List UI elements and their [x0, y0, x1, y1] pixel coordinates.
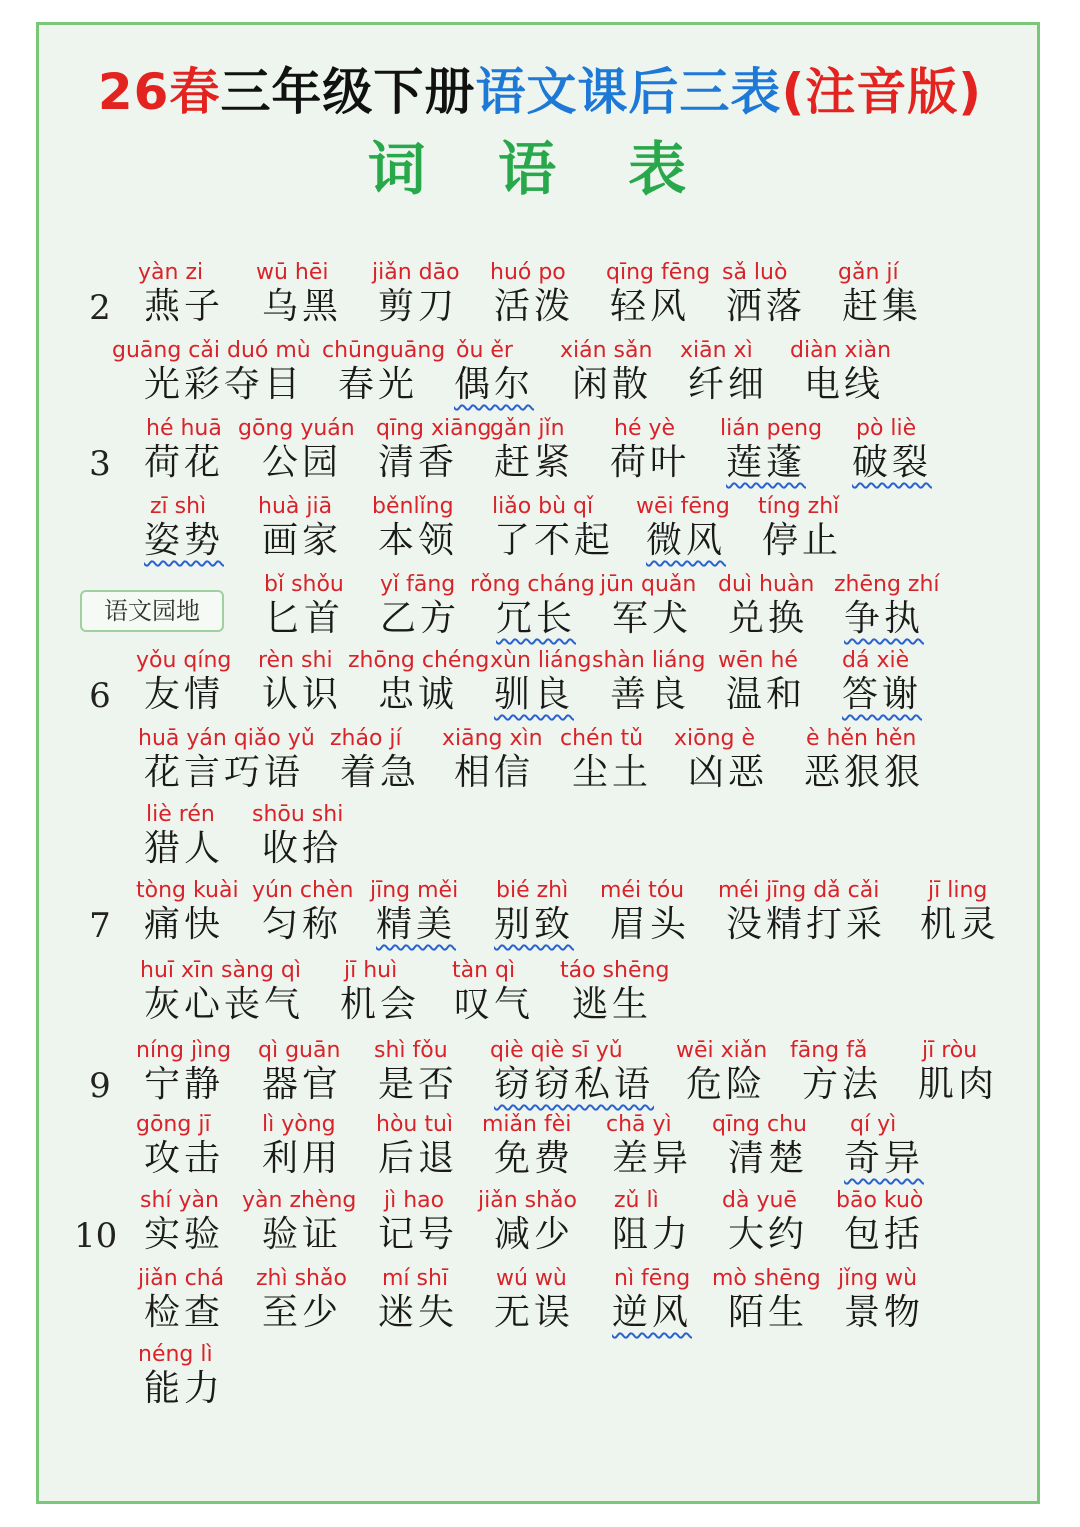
pinyin: jūn quǎn	[600, 572, 697, 597]
pinyin: dà yuē	[722, 1188, 797, 1213]
hanzi-word: 花言巧语	[144, 752, 305, 793]
pinyin: zháo jí	[330, 726, 402, 751]
pinyin: jiǎn shǎo	[478, 1188, 577, 1213]
pinyin: hòu tuì	[376, 1112, 454, 1137]
hanzi-word: 军犬	[612, 598, 693, 639]
hanzi-word: 剪刀	[378, 286, 459, 327]
word-row	[0, 258, 1080, 328]
pinyin: hé huā	[146, 416, 222, 441]
hanzi-word: 陌生	[728, 1292, 809, 1333]
word-row	[0, 956, 1080, 1026]
page-title	[0, 52, 1080, 124]
pinyin: xián sǎn	[560, 338, 653, 363]
word-row	[0, 646, 1080, 716]
pinyin: tíng zhǐ	[758, 494, 840, 519]
hanzi-word: 记号	[378, 1214, 459, 1255]
pinyin: diàn xiàn	[790, 338, 892, 363]
pinyin: dá xiè	[842, 648, 910, 673]
word-row	[0, 336, 1080, 406]
hanzi-word: 减少	[494, 1214, 575, 1255]
word-row	[0, 1036, 1080, 1106]
hanzi-word: 相信	[454, 752, 535, 793]
hanzi-word: 姿势	[144, 520, 225, 561]
pinyin: duì huàn	[718, 572, 815, 597]
hanzi-word: 清楚	[728, 1138, 809, 1179]
hanzi-word: 方法	[802, 1064, 883, 1105]
hanzi-word: 着急	[340, 752, 421, 793]
pinyin: yǐ fāng	[380, 572, 456, 597]
hanzi-word: 纤细	[688, 364, 769, 405]
pinyin: jì hao	[384, 1188, 445, 1213]
hanzi-word: 春光	[338, 364, 419, 405]
pinyin: zī shì	[150, 494, 207, 519]
hanzi-word: 收拾	[262, 828, 343, 869]
word-row	[0, 800, 1080, 870]
hanzi-word: 差异	[612, 1138, 693, 1179]
hanzi-word: 实验	[144, 1214, 225, 1255]
hanzi-word: 检查	[144, 1292, 225, 1333]
hanzi-word: 免费	[494, 1138, 575, 1179]
hanzi-word: 闲散	[572, 364, 653, 405]
lesson-number: 6	[89, 676, 111, 716]
hanzi-word: 认识	[262, 674, 343, 715]
pinyin: níng jìng	[136, 1038, 232, 1063]
hanzi-word: 无误	[494, 1292, 575, 1333]
hanzi-word: 利用	[262, 1138, 343, 1179]
hanzi-word: 机会	[340, 984, 421, 1025]
pinyin: chūnguāng	[322, 338, 446, 363]
hanzi-word: 至少	[262, 1292, 343, 1333]
pinyin: méi tóu	[600, 878, 685, 903]
pinyin: shí yàn	[140, 1188, 219, 1213]
hanzi-word: 偶尔	[454, 364, 535, 405]
hanzi-word: 包括	[844, 1214, 925, 1255]
hanzi-word: 赶紧	[494, 442, 575, 483]
title-part-1: 26春	[97, 63, 221, 121]
pinyin: jī ròu	[922, 1038, 978, 1063]
pinyin: qì guān	[258, 1038, 341, 1063]
hanzi-word: 画家	[262, 520, 343, 561]
word-row	[0, 1186, 1080, 1256]
pinyin: fāng fǎ	[790, 1038, 868, 1063]
hanzi-word: 凶恶	[688, 752, 769, 793]
pinyin: guāng cǎi duó mù	[112, 338, 311, 363]
hanzi-word: 燕子	[144, 286, 225, 327]
pinyin: qiè qiè sī yǔ	[490, 1038, 623, 1063]
hanzi-word: 友情	[144, 674, 225, 715]
hanzi-word: 争执	[844, 598, 925, 639]
hanzi-word: 电线	[804, 364, 885, 405]
hanzi-word: 恶狠狠	[804, 752, 925, 793]
hanzi-word: 赶集	[842, 286, 923, 327]
hanzi-word: 奇异	[844, 1138, 925, 1179]
hanzi-word: 验证	[262, 1214, 343, 1255]
hanzi-word: 活泼	[494, 286, 575, 327]
hanzi-word: 温和	[726, 674, 807, 715]
hanzi-word: 了不起	[494, 520, 615, 561]
pinyin: lì yòng	[262, 1112, 336, 1137]
pinyin: rǒng cháng	[470, 572, 595, 597]
hanzi-word: 器官	[262, 1064, 343, 1105]
pinyin: miǎn fèi	[482, 1112, 572, 1137]
hanzi-word: 没精打采	[726, 904, 887, 945]
pinyin: è hěn hěn	[806, 726, 917, 751]
page-subtitle: 词 语 表	[367, 135, 713, 203]
hanzi-word: 答谢	[842, 674, 923, 715]
pinyin: mò shēng	[712, 1266, 821, 1291]
hanzi-word: 微风	[646, 520, 727, 561]
pinyin: tòng kuài	[136, 878, 239, 903]
pinyin: pò liè	[856, 416, 917, 441]
pinyin: yǒu qíng	[136, 648, 232, 673]
hanzi-word: 灰心丧气	[144, 984, 305, 1025]
lesson-number: 10	[74, 1216, 118, 1256]
pinyin: huà jiā	[258, 494, 333, 519]
pinyin: bǐ shǒu	[264, 572, 344, 597]
pinyin: jiǎn dāo	[372, 260, 460, 285]
hanzi-word: 逃生	[572, 984, 653, 1025]
pinyin: gōng yuán	[238, 416, 355, 441]
title-part-2: 三年级下册	[220, 63, 476, 121]
pinyin: huó po	[490, 260, 566, 285]
word-row	[0, 724, 1080, 794]
hanzi-word: 能力	[144, 1368, 225, 1409]
word-row	[0, 876, 1080, 946]
hanzi-word: 窃窃私语	[494, 1064, 655, 1105]
pinyin: huā yán qiǎo yǔ	[138, 726, 315, 751]
hanzi-word: 破裂	[852, 442, 933, 483]
pinyin: qīng fēng	[606, 260, 711, 285]
pinyin: mí shī	[382, 1266, 449, 1291]
pinyin: lián peng	[720, 416, 823, 441]
pinyin: xiōng è	[674, 726, 756, 751]
pinyin: tàn qì	[452, 958, 516, 983]
pinyin: bié zhì	[496, 878, 569, 903]
pinyin: zhì shǎo	[256, 1266, 347, 1291]
pinyin: zhōng chéng	[348, 648, 490, 673]
hanzi-word: 猎人	[144, 828, 225, 869]
hanzi-word: 荷叶	[610, 442, 691, 483]
hanzi-word: 景物	[844, 1292, 925, 1333]
hanzi-word: 洒落	[726, 286, 807, 327]
hanzi-word: 乌黑	[262, 286, 343, 327]
lesson-number: 7	[89, 906, 111, 946]
hanzi-word: 精美	[376, 904, 457, 945]
pinyin: táo shēng	[560, 958, 670, 983]
pinyin: chā yì	[606, 1112, 672, 1137]
hanzi-word: 莲蓬	[726, 442, 807, 483]
pinyin: shàn liáng	[592, 648, 706, 673]
word-row	[0, 492, 1080, 562]
hanzi-word: 公园	[262, 442, 343, 483]
lesson-number: 3	[89, 444, 111, 484]
pinyin: liǎo bù qǐ	[492, 494, 594, 519]
hanzi-word: 机灵	[920, 904, 1001, 945]
pinyin: wū hēi	[256, 260, 329, 285]
pinyin: ǒu ěr	[456, 338, 513, 363]
word-row	[0, 1340, 1080, 1410]
hanzi-word: 逆风	[612, 1292, 693, 1333]
pinyin: jī ling	[928, 878, 988, 903]
word-row	[0, 414, 1080, 484]
pinyin: zhēng zhí	[834, 572, 940, 597]
pinyin: shōu shi	[252, 802, 344, 827]
hanzi-word: 眉头	[610, 904, 691, 945]
word-row	[0, 570, 1080, 640]
pinyin: bāo kuò	[836, 1188, 924, 1213]
pinyin: liè rén	[146, 802, 215, 827]
hanzi-word: 痛快	[144, 904, 225, 945]
pinyin: xùn liáng	[490, 648, 592, 673]
hanzi-word: 荷花	[144, 442, 225, 483]
hanzi-word: 大约	[728, 1214, 809, 1255]
pinyin: yàn zhèng	[242, 1188, 357, 1213]
pinyin: gōng jī	[136, 1112, 211, 1137]
pinyin: jīng měi	[370, 878, 459, 903]
pinyin: nì fēng	[614, 1266, 691, 1291]
hanzi-word: 驯良	[494, 674, 575, 715]
pinyin: sǎ luò	[722, 260, 788, 285]
pinyin: běnlǐng	[372, 494, 454, 519]
hanzi-word: 停止	[762, 520, 843, 561]
pinyin: yún chèn	[252, 878, 354, 903]
hanzi-word: 别致	[494, 904, 575, 945]
pinyin: gǎn jí	[838, 260, 899, 285]
pinyin: xiāng xìn	[442, 726, 543, 751]
hanzi-word: 迷失	[378, 1292, 459, 1333]
lesson-number: 9	[89, 1066, 111, 1106]
hanzi-word: 阻力	[612, 1214, 693, 1255]
hanzi-word: 冗长	[496, 598, 577, 639]
pinyin: wēi fēng	[636, 494, 730, 519]
hanzi-word: 肌肉	[918, 1064, 999, 1105]
pinyin: wēi xiǎn	[676, 1038, 768, 1063]
hanzi-word: 善良	[610, 674, 691, 715]
pinyin: qí yì	[850, 1112, 897, 1137]
lesson-number: 2	[89, 288, 111, 328]
word-row	[0, 1264, 1080, 1334]
word-row	[0, 1110, 1080, 1180]
pinyin: chén tǔ	[560, 726, 644, 751]
pinyin: jī huì	[344, 958, 398, 983]
pinyin: zǔ lì	[614, 1188, 659, 1213]
title-part-4: (注音版)	[781, 63, 983, 121]
hanzi-word: 尘土	[572, 752, 653, 793]
pinyin: néng lì	[138, 1342, 213, 1367]
hanzi-word: 匀称	[262, 904, 343, 945]
pinyin: shì fǒu	[374, 1038, 448, 1063]
pinyin: gǎn jǐn	[490, 416, 565, 441]
pinyin: qīng chu	[712, 1112, 807, 1137]
hanzi-word: 本领	[378, 520, 459, 561]
hanzi-word: 轻风	[610, 286, 691, 327]
hanzi-word: 匕首	[264, 598, 345, 639]
hanzi-word: 叹气	[454, 984, 535, 1025]
title-part-3: 语文课后三表	[475, 63, 782, 121]
hanzi-word: 兑换	[728, 598, 809, 639]
pinyin: qīng xiāng	[376, 416, 492, 441]
section-badge: 语文园地	[80, 590, 224, 632]
hanzi-word: 是否	[378, 1064, 459, 1105]
pinyin: jǐng wù	[838, 1266, 918, 1291]
hanzi-word: 后退	[378, 1138, 459, 1179]
pinyin: huī xīn sàng qì	[140, 958, 301, 983]
pinyin: rèn shi	[258, 648, 333, 673]
pinyin: yàn zi	[138, 260, 204, 285]
pinyin: méi jīng dǎ cǎi	[718, 878, 880, 903]
hanzi-word: 宁静	[144, 1064, 225, 1105]
pinyin: wú wù	[496, 1266, 567, 1291]
hanzi-word: 攻击	[144, 1138, 225, 1179]
hanzi-word: 乙方	[380, 598, 461, 639]
hanzi-word: 忠诚	[378, 674, 459, 715]
pinyin: hé yè	[614, 416, 676, 441]
hanzi-word: 危险	[686, 1064, 767, 1105]
pinyin: xiān xì	[680, 338, 753, 363]
hanzi-word: 清香	[378, 442, 459, 483]
pinyin: wēn hé	[718, 648, 798, 673]
pinyin: jiǎn chá	[138, 1266, 225, 1291]
hanzi-word: 光彩夺目	[144, 364, 305, 405]
